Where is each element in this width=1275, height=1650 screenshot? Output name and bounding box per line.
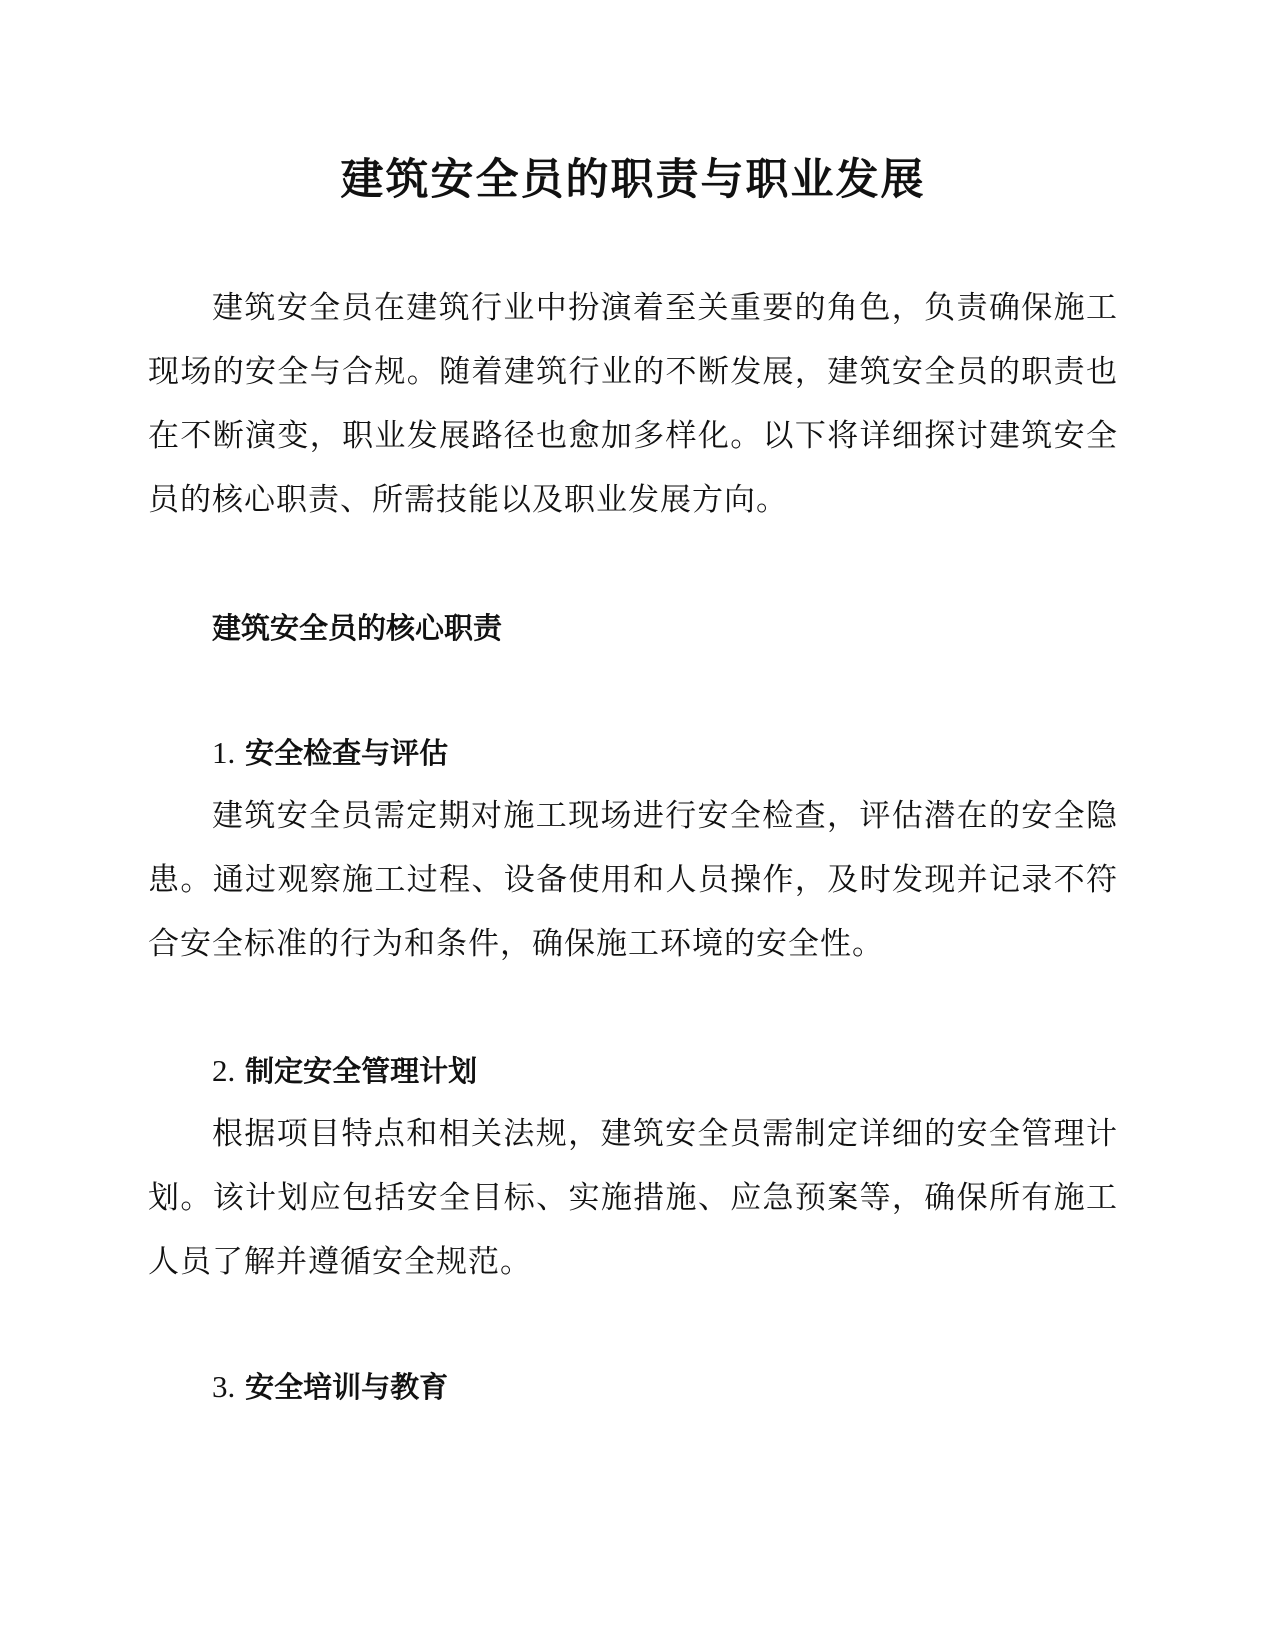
item-2-title <box>212 1049 477 1093</box>
section-heading: 建筑安全员的核心职责 <box>212 611 503 645</box>
item-1-title <box>212 731 448 775</box>
item-2-title-text: 制定安全管理计划 <box>245 1054 478 1088</box>
item-3-number: 3. <box>212 1369 236 1404</box>
item-3-title-text: 安全培训与教育 <box>245 1370 449 1404</box>
item-2-number: 2. <box>212 1053 236 1088</box>
document-title: 建筑安全员的职责与职业发展 <box>340 155 926 205</box>
item-1-title-text: 安全检查与评估 <box>245 736 449 770</box>
item-1-number: 1. <box>212 735 236 770</box>
item-1-body: 建筑安全员需定期对施工现场进行安全检查，评估潜在的安全隐患。通过观察施工过程、设备使用和人员操作，及时发现并记录不符合安全标准的行为和条件，确保施工环境的安全性。 <box>148 798 1118 962</box>
item-2-body: 根据项目特点和相关法规，建筑安全员需制定详细的安全管理计划。该计划应包括安全目标、实施措施、应急预案等，确保所有施工人员了解并遵循安全规范。 <box>148 1116 1118 1280</box>
item-3-title <box>212 1365 448 1409</box>
intro-paragraph: 建筑安全员在建筑行业中扮演着至关重要的角色，负责确保施工现场的安全与合规。随着建筑行业的不断发展，建筑安全员的职责也在不断演变，职业发展路径也愈加多样化。以下将详细探讨建筑安全员的核心职责、所需技能以及职业发展方向。 <box>148 290 1118 518</box>
